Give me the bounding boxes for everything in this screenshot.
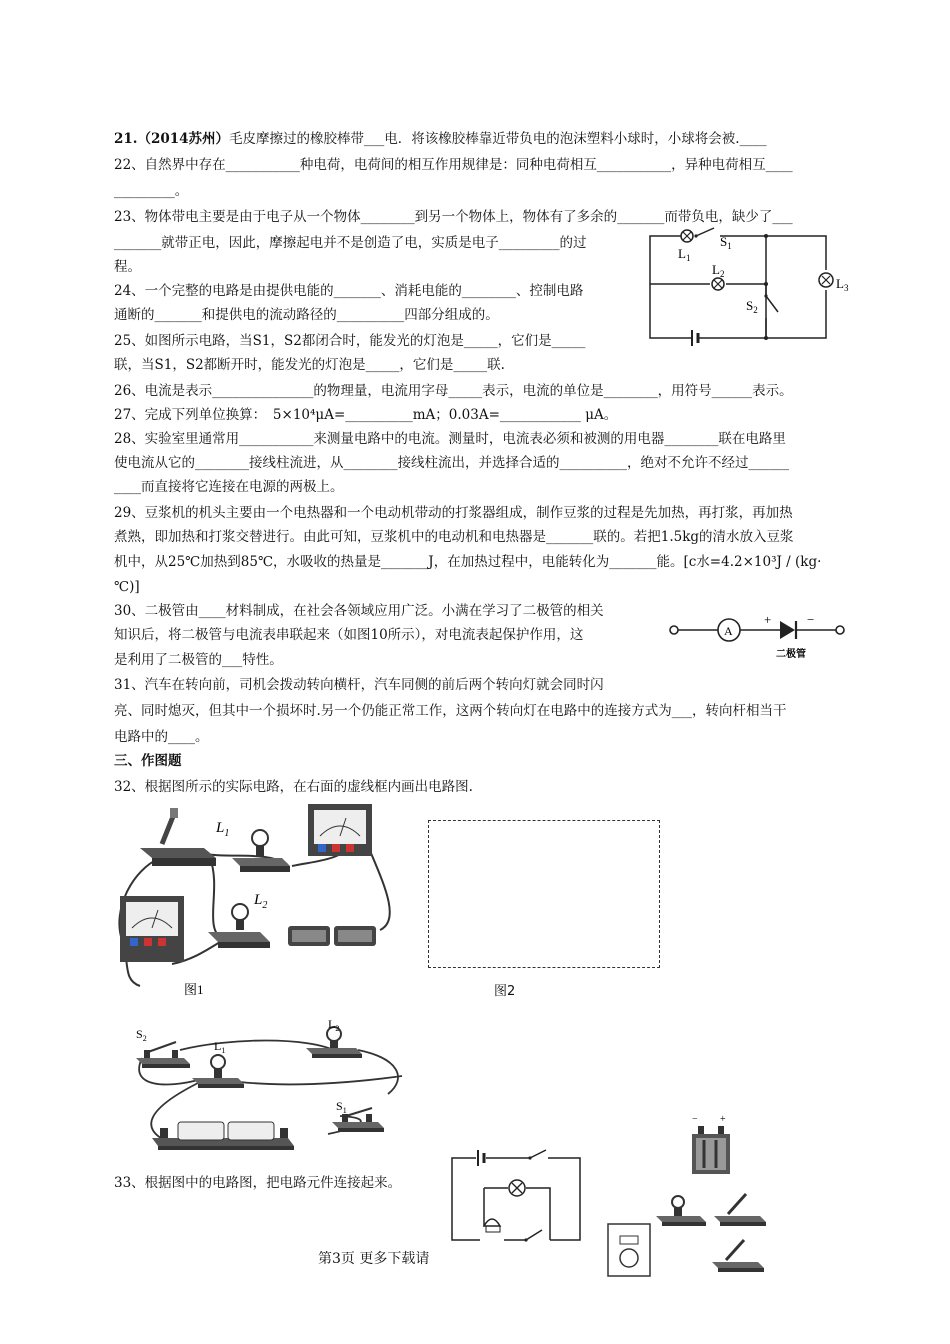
question-28-cont: 使电流从它的________接线柱流进，从________接线柱流出，并选择合适的__________，绝对不允许不经过______ [114, 455, 789, 471]
question-22-cont: _________。 [114, 183, 189, 199]
voltmeter-device-icon [120, 896, 184, 962]
knife-switch-icon [714, 1194, 766, 1226]
question-29-cont2: 机中，从25℃加热到85℃，水吸收的热量是_______J，在加热过程中，电能转化为_______能。[c水=4.2×10³J / (kg· [114, 554, 822, 570]
label-S2: $S_2$ [746, 298, 758, 315]
knife-switch-icon [140, 808, 216, 866]
question-29-end: ℃)] [114, 579, 140, 595]
label-L1: $L_1$ [678, 246, 691, 263]
question-21-source: 21.（2014苏州） [114, 131, 230, 147]
question-25: 25、如图所示电路，当S1，S2都闭合时，能发光的灯泡是_____，它们是_____ [114, 333, 586, 349]
question-28: 28、实验室里通常用___________来测量电路中的电流。测量时，电流表必须和被测的用电器________联在电路里 [114, 431, 786, 447]
page-footer: 第3页 更多下载请 [318, 1251, 430, 1267]
bulb-on-base-icon [656, 1196, 706, 1226]
fig3-label-L2: $L_2$ [328, 1018, 340, 1033]
question-32: 32、根据图所示的实际电路，在右面的虚线框内画出电路图. [114, 779, 473, 795]
diode-ammeter-figure [668, 610, 848, 660]
diode-plus-label: + [764, 612, 772, 627]
fig3-label-S1: $S_1$ [336, 1099, 347, 1115]
bulb-L2-icon [306, 1027, 362, 1058]
label-S1: $S_1$ [720, 234, 732, 251]
bulb-L2-icon [208, 904, 270, 948]
bulb-L1-icon [192, 1055, 244, 1088]
question-21: 21.（2014苏州）毛皮摩擦过的橡胶棒带___电．将该橡胶棒靠近带负电的泡沫塑料小球时，小球将会被.____ [114, 131, 767, 147]
battery-plus-label: + [720, 1114, 726, 1125]
lead-battery-icon [692, 1126, 730, 1174]
battery-minus-label: − [692, 1114, 698, 1125]
question-27: 27、完成下列单位换算： 5×10⁴μA=__________mA；0.03A=____________ μA。 [114, 407, 618, 423]
fig3-label-L1: $L_1$ [214, 1039, 226, 1055]
section-3-heading: 三、作图题 [114, 753, 182, 769]
question-23-cont: _______就带正电，因此，摩擦起电并不是创造了电，实质是电子_________的过 [114, 235, 587, 251]
circuit-diagram-q25 [640, 226, 854, 350]
switch-S2-icon [136, 1042, 190, 1068]
question-29: 29、豆浆机的机头主要由一个电热器和一个电动机带动的打浆器组成，制作豆浆的过程是先加热，再打浆，再加热 [114, 505, 793, 521]
question-25-cont: 联，当S1，S2都断开时，能发光的灯泡是_____，它们是_____联. [114, 357, 505, 373]
battery-pack-icon [152, 1122, 294, 1150]
question-31: 31、汽车在转向前，司机会拨动转向横杆，汽车同侧的前后两个转向灯就会同时闪 [114, 677, 604, 693]
label-L2: $L_2$ [712, 262, 725, 279]
ammeter-device-icon [308, 804, 372, 856]
physical-circuit-figure-3 [128, 1018, 418, 1158]
physical-circuit-figure-1 [112, 800, 402, 1000]
diode-caption: 二极管 [776, 649, 806, 660]
fig1-label-L2: $L_2$ [254, 892, 268, 911]
question-26: 26、电流是表示_______________的物理量，电流用字母_____表示，电流的单位是________，用符号______表示。 [114, 383, 793, 399]
question-30-cont: 知识后，将二极管与电流表串联起来（如图10所示），对电流表起保护作用，这 [114, 627, 584, 643]
question-31-cont: 亮、同时熄灭，但其中一个损坏时.另一个仍能正常工作，这两个转向灯在电路中的连接方式为___，转向杆相当干 [114, 703, 787, 719]
bell-icon [486, 1226, 500, 1232]
question-31-end: 电路中的____。 [114, 729, 209, 745]
diode-minus-label: − [807, 612, 815, 627]
question-24: 24、一个完整的电路是由提供电能的_______、消耗电能的________、控制电路 [114, 283, 584, 299]
fig3-label-S2: $S_2$ [136, 1027, 147, 1043]
knife-switch-icon [712, 1240, 764, 1272]
bulb-L1-icon [232, 830, 290, 872]
question-23: 23、物体带电主要是由于电子从一个物体________到另一个物体上，物体有了多余的_______而带负电，缺少了___ [114, 209, 793, 225]
circuit-diagram-q33 [446, 1146, 586, 1250]
battery-pack-icon [288, 926, 376, 946]
question-29-cont1: 煮熟，即加热和打浆交替进行。由此可知，豆浆机中的电动机和电热器是_______联的。若把1.5kg的清水放入豆浆 [114, 529, 794, 545]
fig1-label-L1: $L_1$ [216, 820, 230, 839]
question-30-end: 是利用了二极管的___特性。 [114, 652, 283, 668]
fig1-caption: 图1 [184, 982, 204, 997]
label-L3: $L_3$ [836, 276, 849, 293]
question-22: 22、自然界中存在___________种电荷，电荷间的相互作用规律是：同种电荷相互___________，异种电荷相互____ [114, 157, 793, 173]
diode-icon [780, 621, 795, 639]
question-30: 30、二极管由____材料制成，在社会各领域应用广泛。小满在学习了二极管的相关 [114, 603, 604, 619]
question-33: 33、根据图中的电路图，把电路元件连接起来。 [114, 1175, 402, 1191]
question-28-end: ____而直接将它连接在电源的两极上。 [114, 479, 344, 495]
fig2-caption: 图2 [494, 984, 516, 999]
electric-bell-icon [608, 1224, 650, 1276]
question-23-end: 程。 [114, 259, 141, 275]
question-24-cont: 通断的_______和提供电的流动路径的__________四部分组成的。 [114, 307, 499, 323]
ammeter-icon: A [724, 624, 733, 638]
answer-dashed-box [428, 820, 660, 968]
components-figure-q33 [600, 1112, 780, 1282]
